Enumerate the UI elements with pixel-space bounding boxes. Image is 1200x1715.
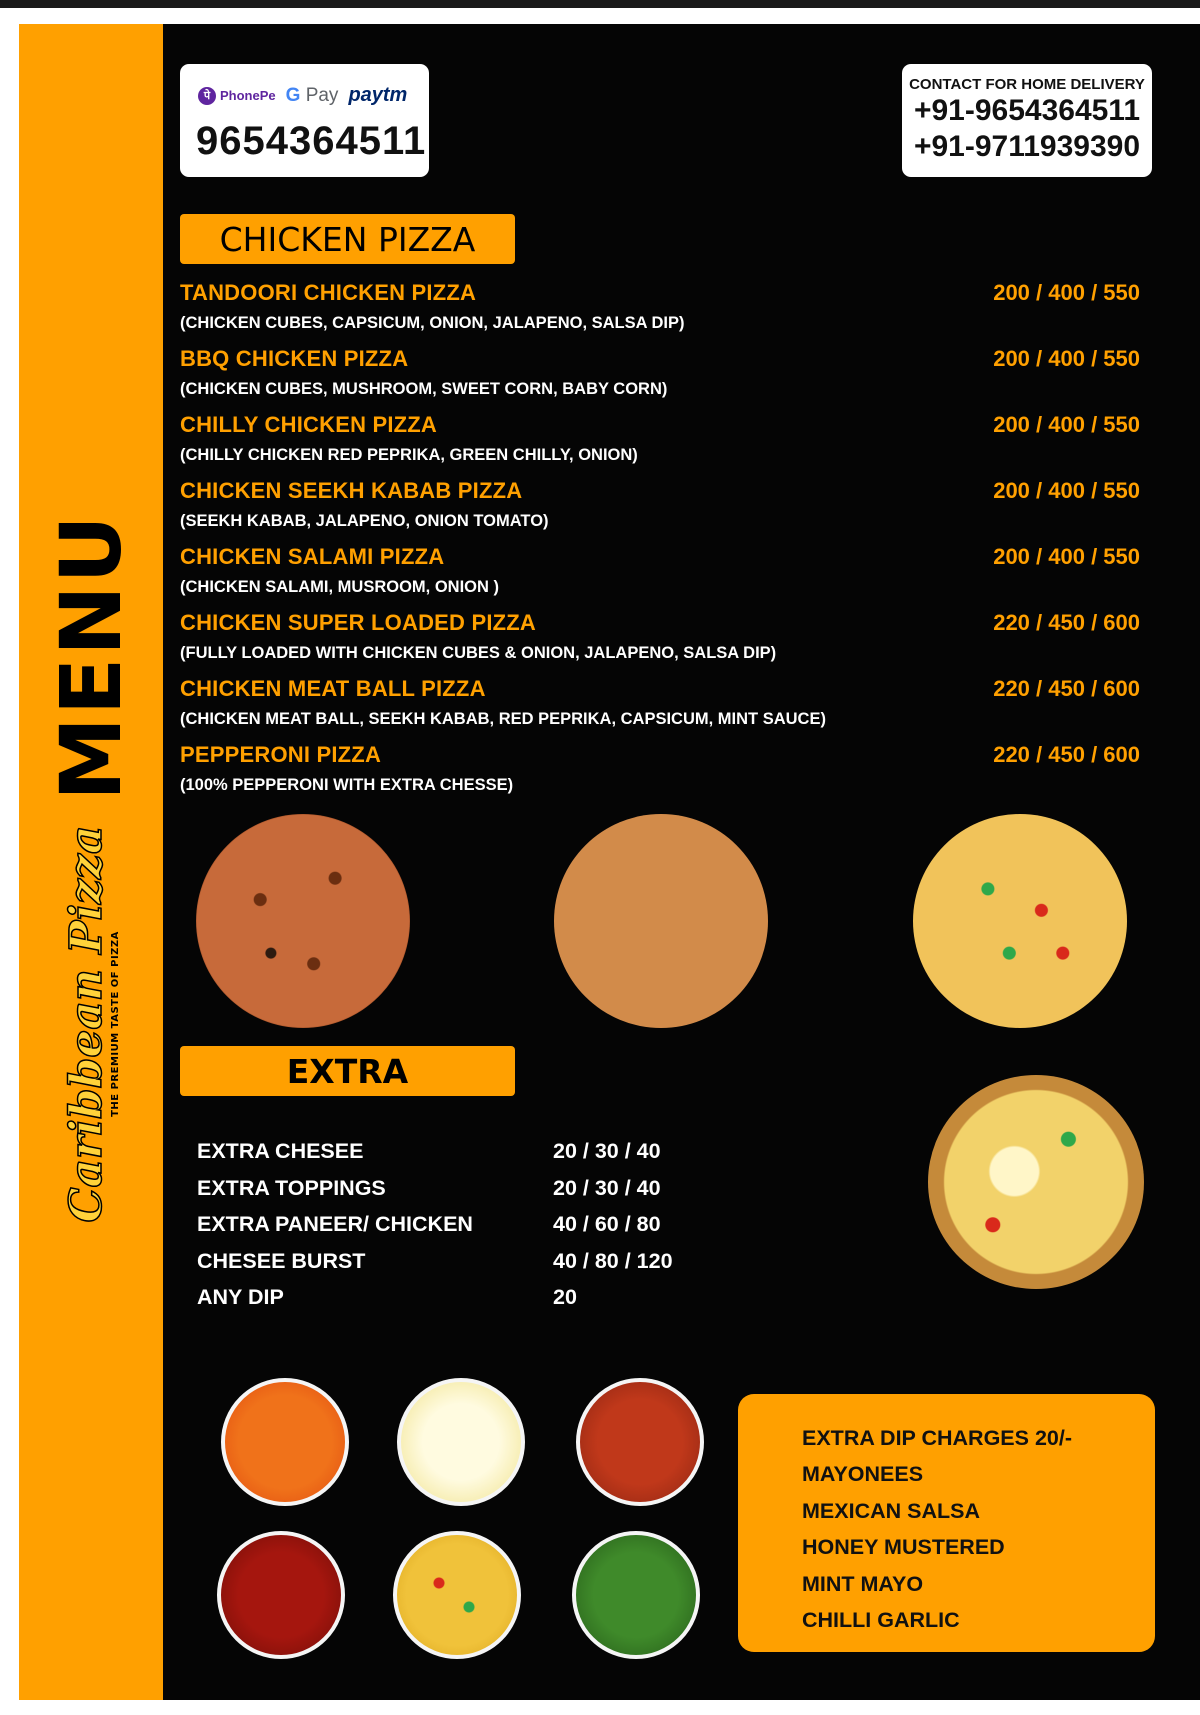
- item-name: PEPPERONI PIZZA: [180, 742, 382, 767]
- brand-logo: [61, 825, 121, 1222]
- dip-charges-box: [738, 1394, 1155, 1652]
- item-name: TANDOORI CHICKEN PIZZA: [180, 280, 477, 305]
- mayo-dip-image: [397, 1378, 525, 1506]
- menu-title: MENU: [42, 513, 140, 801]
- extra-name: CHESEE BURST: [197, 1248, 366, 1273]
- sidebar-band: [19, 24, 163, 1700]
- payment-number: 9654364511: [196, 119, 427, 163]
- payment-card: [180, 64, 429, 177]
- item-description: (CHICKEN CUBES, MUSHROOM, SWEET CORN, BABY CORN): [180, 380, 668, 398]
- item-price: 220 / 450 / 600: [993, 676, 1140, 701]
- dip-charge-line: EXTRA DIP CHARGES 20/-: [802, 1426, 1072, 1450]
- menu-item: [180, 276, 1140, 342]
- dip-option: MEXICAN SALSA: [802, 1498, 980, 1523]
- item-name: CHICKEN SEEKH KABAB PIZZA: [180, 478, 523, 503]
- chicken-pizza-heading: CHICKEN PIZZA: [180, 214, 515, 264]
- item-description: (100% PEPPERONI WITH EXTRA CHESSE): [180, 776, 514, 794]
- item-price: 200 / 400 / 550: [993, 412, 1140, 437]
- item-name: CHILLY CHICKEN PIZZA: [180, 412, 438, 437]
- extra-price: 20 / 30 / 40: [553, 1175, 661, 1200]
- item-name: BBQ CHICKEN PIZZA: [180, 346, 409, 371]
- dip-option: CHILLI GARLIC: [802, 1607, 960, 1632]
- paytm-label: paytm: [348, 84, 408, 106]
- google-g-icon: G: [285, 84, 301, 106]
- contact-title: CONTACT FOR HOME DELIVERY: [909, 76, 1145, 93]
- mint-dip-image: [572, 1531, 700, 1659]
- salsa-dip-image: [221, 1378, 349, 1506]
- item-description: (CHICKEN MEAT BALL, SEEKH KABAB, RED PEPRIKA, CAPSICUM, MINT SAUCE): [180, 710, 826, 728]
- veggie-pizza-image: [913, 814, 1127, 1028]
- phonepe-label: PhonePe: [220, 88, 276, 103]
- extra-item: [197, 1139, 717, 1176]
- seekh-kabab-pizza-image: [196, 814, 410, 1028]
- menu-item: [180, 474, 1140, 540]
- paytm-logo: [348, 84, 407, 107]
- menu-item: [180, 540, 1140, 606]
- extra-price: 40 / 60 / 80: [553, 1212, 661, 1236]
- menu-item: [180, 606, 1140, 672]
- item-price: 220 / 450 / 600: [993, 742, 1140, 767]
- chicken-pizza-image: [554, 814, 768, 1028]
- contact-phone-2: +91-9711939390: [913, 130, 1141, 163]
- payment-logos: [198, 84, 407, 107]
- extra-name: ANY DIP: [197, 1285, 284, 1309]
- dip-list: [802, 1420, 1072, 1638]
- extra-price: 20: [553, 1285, 577, 1309]
- item-price: 200 / 400 / 550: [993, 544, 1140, 569]
- menu-item: [180, 738, 1140, 804]
- item-price: 200 / 400 / 550: [993, 478, 1140, 503]
- item-price: 200 / 400 / 550: [993, 346, 1140, 371]
- extra-item: [197, 1176, 717, 1213]
- extra-list: [197, 1139, 717, 1322]
- chicken-pizza-list: [180, 276, 1140, 804]
- item-name: CHICKEN SALAMI PIZZA: [180, 544, 445, 569]
- extra-name: EXTRA CHESEE: [197, 1139, 364, 1163]
- item-price: 220 / 450 / 600: [993, 610, 1140, 635]
- brand-name: Caribbean Pizza: [61, 825, 112, 1223]
- menu-item: [180, 672, 1140, 738]
- item-description: (FULLY LOADED WITH CHICKEN CUBES & ONION, JALAPENO, SALSA DIP): [180, 644, 777, 662]
- item-description: (SEEKH KABAB, JALAPENO, ONION TOMATO): [180, 512, 549, 530]
- ketchup-dip-image: [217, 1531, 345, 1659]
- item-name: CHICKEN MEAT BALL PIZZA: [180, 676, 486, 701]
- extra-name: EXTRA TOPPINGS: [197, 1175, 386, 1200]
- item-description: (CHICKEN CUBES, CAPSICUM, ONION, JALAPENO, SALSA DIP): [180, 314, 685, 332]
- extra-item: [197, 1249, 717, 1286]
- phonepe-icon: पे: [198, 87, 216, 105]
- menu-item: [180, 408, 1140, 474]
- corn-topping-image: [393, 1531, 521, 1659]
- dip-option: HONEY MUSTERED: [802, 1535, 1005, 1560]
- top-edge: [0, 0, 1200, 8]
- menu-sheet: [19, 24, 1200, 1700]
- extra-item: [197, 1212, 717, 1249]
- extra-price: 40 / 80 / 120: [553, 1248, 673, 1273]
- cheese-pull-pizza-image: [928, 1075, 1144, 1289]
- contact-phone-1: +91-9654364511: [913, 94, 1141, 127]
- item-price: 200 / 400 / 550: [993, 280, 1140, 305]
- dip-option: MINT MAYO: [802, 1571, 924, 1596]
- item-name: CHICKEN SUPER LOADED PIZZA: [180, 610, 536, 635]
- extra-heading: EXTRA: [180, 1046, 515, 1096]
- gpay-logo: [286, 85, 339, 107]
- phonepe-logo: [198, 87, 276, 105]
- chilli-dip-image: [576, 1378, 704, 1506]
- brand-tagline: THE PREMIUM TASTE OF PIZZA: [110, 931, 121, 1117]
- extra-item: [197, 1285, 717, 1322]
- extra-name: EXTRA PANEER/ CHICKEN: [197, 1212, 473, 1236]
- item-description: (CHICKEN SALAMI, MUSROOM, ONION ): [180, 578, 499, 596]
- gpay-label: Pay: [305, 84, 339, 106]
- extra-price: 20 / 30 / 40: [553, 1139, 661, 1163]
- item-description: (CHILLY CHICKEN RED PEPRIKA, GREEN CHILLY, ONION): [180, 446, 638, 464]
- menu-item: [180, 342, 1140, 408]
- contact-card: [902, 64, 1152, 177]
- dip-option: MAYONEES: [802, 1462, 924, 1487]
